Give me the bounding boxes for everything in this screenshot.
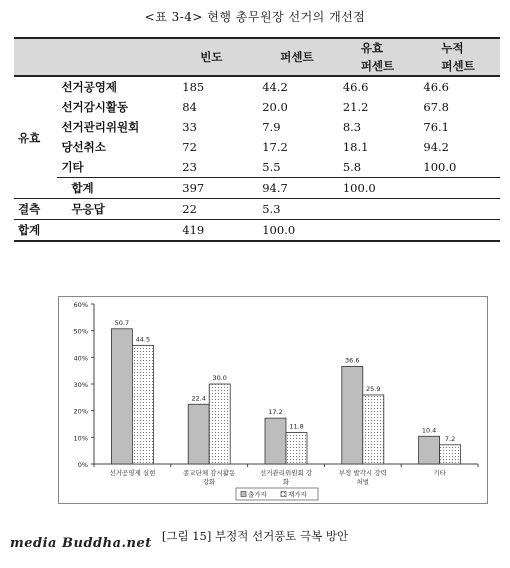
header-percent: 퍼센트 [258, 38, 339, 76]
group-label-valid: 유효 [14, 76, 57, 199]
x-tick-label: 기타 [433, 469, 446, 477]
cell-freq: 23 [182, 160, 197, 174]
data-label: 25.9 [366, 384, 381, 393]
group-label-missing: 결측 [14, 199, 57, 220]
table-row [14, 157, 500, 178]
x-tick-label: 처벌 [356, 478, 370, 486]
x-tick-label: 선거공영제 실현 [109, 469, 156, 477]
cell-percent: 5.3 [258, 199, 339, 220]
cell-freq: 72 [182, 140, 197, 154]
row-label: 선거관리위원회 [61, 120, 140, 134]
table-row [14, 117, 500, 137]
y-tick-label: 30% [73, 381, 88, 389]
table-row-total [14, 220, 500, 242]
data-label: 11.8 [289, 422, 304, 431]
table-row [14, 76, 500, 97]
cell-cumulative-percent: 67.8 [423, 100, 449, 114]
row-label: 기타 [61, 160, 84, 174]
bar-chart [58, 296, 488, 504]
header-freq: 빈도 [178, 38, 258, 76]
legend-label: 출가자 [248, 490, 267, 499]
x-tick-label: 화 [282, 478, 290, 486]
cell-valid-percent: 21.2 [342, 100, 369, 114]
x-tick-label: 강화 [202, 478, 216, 486]
cell-percent: 5.5 [262, 160, 281, 174]
cell-empty [339, 220, 420, 242]
x-tick-label: 부정 발각시 강력 [338, 469, 387, 477]
cell-valid-percent: 18.1 [342, 140, 369, 154]
table-row [14, 137, 500, 157]
header-valid-percent [339, 38, 420, 76]
header-empty-2 [57, 38, 178, 76]
row-label: 무응답 [57, 199, 178, 220]
cell-freq: 419 [178, 220, 258, 242]
y-tick-label: 0% [77, 461, 88, 469]
data-label: 17.2 [268, 408, 283, 417]
cell-empty [419, 199, 500, 220]
cell-freq: 84 [182, 100, 197, 114]
cell-percent: 7.9 [262, 120, 281, 134]
cell-freq: 33 [182, 120, 197, 134]
table-row-missing [14, 199, 500, 220]
cell-empty [57, 220, 178, 242]
cell-cumulative-percent: 100.0 [423, 160, 457, 174]
chart-frame [58, 296, 488, 504]
cell-freq: 22 [178, 199, 258, 220]
cell-percent: 94.7 [258, 178, 339, 199]
frequency-table [14, 37, 500, 242]
header-empty [14, 38, 57, 76]
cell-empty [419, 220, 500, 242]
row-label: 선거공영제 [57, 76, 178, 97]
watermark-logo: media Buddha.net [10, 536, 152, 551]
header-cumulative-percent [419, 38, 500, 76]
y-tick-label: 60% [73, 301, 88, 309]
table-row-subtotal [14, 178, 500, 199]
row-label: 당선취소 [61, 140, 106, 154]
cell-empty [419, 178, 500, 199]
x-tick-label: 선거관리위원회 강 [259, 469, 313, 477]
y-tick-label: 40% [73, 354, 88, 363]
cell-freq: 397 [178, 178, 258, 199]
data-label: 44.5 [135, 335, 151, 344]
cell-cumulative-percent: 76.1 [423, 120, 449, 134]
group-label-total: 합계 [14, 220, 57, 242]
cell-cumulative-percent: 94.2 [423, 140, 449, 154]
cell-percent: 20.0 [262, 100, 288, 114]
data-label: 50.7 [114, 318, 130, 327]
data-label: 36.6 [345, 356, 360, 365]
data-label: 10.4 [421, 426, 437, 435]
y-tick-label: 20% [73, 407, 88, 416]
table-caption: <표 3-4> 현행 총무원장 선거의 개선점 [144, 10, 366, 24]
cell-percent: 17.2 [262, 140, 288, 154]
x-tick-label: 종교단체 감시활동 [183, 469, 236, 477]
data-label: 22.4 [191, 394, 206, 403]
table-row [14, 97, 500, 117]
figure-caption: [그림 15] 부정적 선거풍토 극복 방안 [161, 529, 349, 543]
cell-cumulative-percent: 46.6 [419, 76, 500, 97]
legend-label: 재가자 [288, 490, 307, 499]
table-header-row [14, 38, 500, 76]
data-label: 7.2 [444, 434, 456, 443]
cell-empty [339, 199, 420, 220]
cell-freq: 185 [178, 76, 258, 97]
cell-valid-percent: 100.0 [339, 178, 420, 199]
cell-valid-percent: 8.3 [342, 120, 362, 134]
data-label: 30.0 [212, 374, 227, 382]
cell-percent: 100.0 [258, 220, 339, 242]
cell-valid-percent: 5.8 [342, 160, 362, 174]
y-tick-label: 10% [73, 434, 88, 443]
cell-valid-percent: 46.6 [339, 76, 420, 97]
header-cum-line1: 누적 [441, 41, 464, 55]
row-label: 선거감시활동 [61, 100, 129, 114]
cell-percent: 44.2 [258, 76, 339, 97]
row-label: 합계 [57, 178, 178, 199]
header-valid-line2: 퍼센트 [360, 59, 395, 73]
y-tick-label: 50% [73, 327, 88, 336]
header-valid-line1: 유효 [360, 41, 384, 55]
header-cum-line2: 퍼센트 [441, 59, 475, 73]
